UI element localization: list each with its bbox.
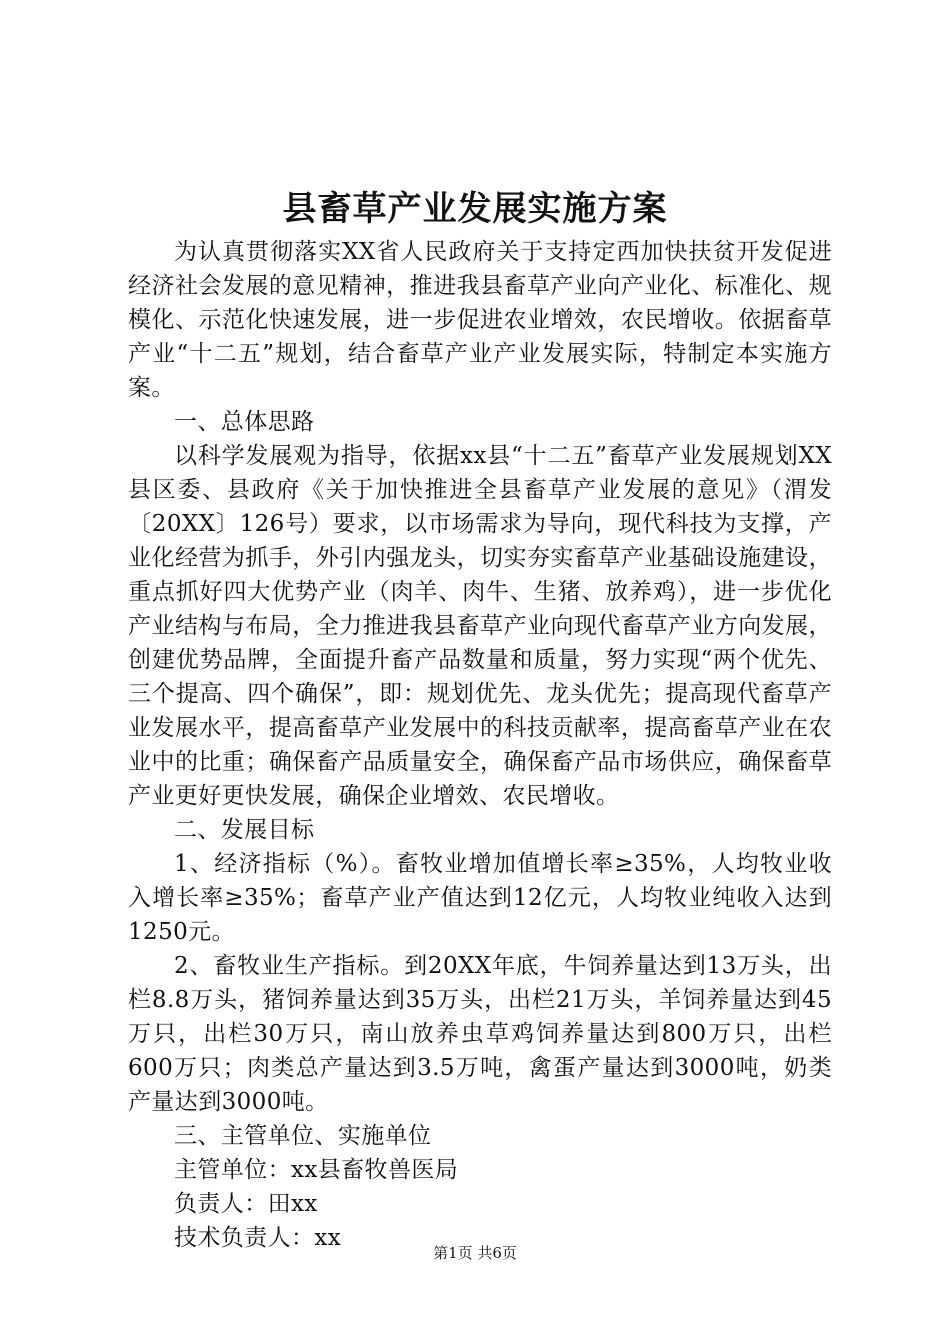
page-number: 第1页 共6页 xyxy=(433,1244,517,1262)
technical-lead-line: 技术负责人：xx xyxy=(174,1225,342,1251)
intro-paragraph: 为认真贯彻落实XX省人民政府关于支持定西加快扶贫开发促进经济社会发展的意见精神，推进我县畜草产业向产业化、标准化、规模化、示范化快速发展，进一步促进农业增效，农民增收。依据畜草产业“十二五”规划，结合畜草产业产业发展实际，特制定本实施方案。 xyxy=(128,239,832,401)
document-body xyxy=(128,235,832,1255)
responsible-person-line: 负责人：田xx xyxy=(174,1191,318,1217)
section-heading-units: 三、主管单位、实施单位 xyxy=(174,1123,432,1149)
economic-indicators-paragraph: 1、经济指标（%）。畜牧业增加值增长率≥35%，人均牧业收入增长率≥35%；畜草产业产值达到12亿元，人均牧业纯收入达到1250元。 xyxy=(128,851,832,945)
section-heading-overall-approach: 一、总体思路 xyxy=(174,409,315,435)
document-title: 县畜草产业发展实施方案 xyxy=(282,189,668,229)
section-heading-development-goals: 二、发展目标 xyxy=(174,817,315,843)
production-indicators-paragraph: 2、畜牧业生产指标。到20XX年底，牛饲养量达到13万头，出栏8.8万头，猪饲养量达到35万头，出栏21万头，羊饲养量达到45万只，出栏30万只，南山放养虫草鸡饲养量达到800万只，出栏600万只；肉类总产量达到3.5万吨，禽蛋产量达到3000吨，奶类产量达到3000吨。 xyxy=(128,953,832,1115)
supervising-unit-line: 主管单位：xx县畜牧兽医局 xyxy=(174,1157,459,1183)
overall-approach-paragraph: 以科学发展观为指导，依据xx县“十二五”畜草产业发展规划XX县区委、县政府《关于加快推进全县畜草产业发展的意见》（渭发〔20XX〕126号）要求，以市场需求为导向，现代科技为支撑，产业化经营为抓手，外引内强龙头，切实夯实畜草产业基础设施建设，重点抓好四大优势产业（肉羊、肉牛、生猪、放养鸡），进一步优化产业结构与布局，全力推进我县畜草产业向现代畜草产业方向发展，创建优势品牌，全面提升畜产品数量和质量，努力实现“两个优先、三个提高、四个确保”，即：规划优先、龙头优先；提高现代畜草产业发展水平，提高畜草产业发展中的科技贡献率，提高畜草产业在农业中的比重；确保畜产品质量安全，确保畜产品市场供应，确保畜草产业更好更快发展，确保企业增效、农民增收。 xyxy=(128,443,832,809)
